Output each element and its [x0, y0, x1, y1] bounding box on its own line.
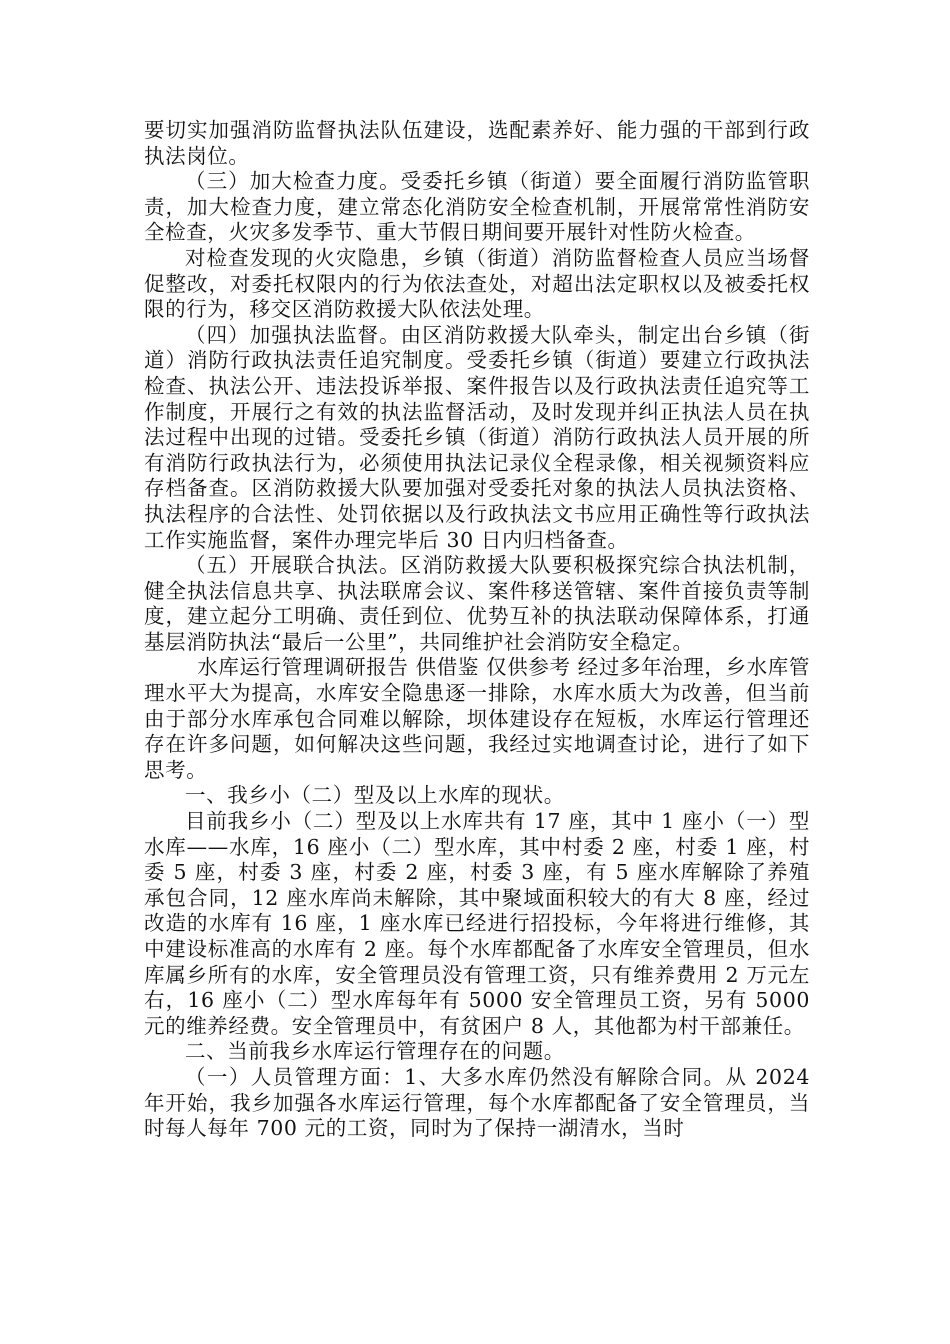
paragraph-personnel-management: （一）人员管理方面：1、大多水库仍然没有解除合同。从 2024 年开始，我乡加强各水库运行管理，每个水库都配备了安全管理员，当时每人每年 700 元的工资，同时为了保持一湖清水，当时	[144, 1064, 810, 1141]
paragraph-reservoir-report-intro: 水库运行管理调研报告 供借鉴 仅供参考 经过多年治理，乡水库管理水平大为提高，水库安全隐患逐一排除，水库水质大为改善，但当前由于部分水库承包合同难以解除，坝体建设存在短板，水库运行管理还存在许多问题，如何解决这些问题，我经过实地调查讨论，进行了如下思考。	[144, 655, 810, 782]
section-heading-current-status: 一、我乡小（二）型及以上水库的现状。	[185, 783, 565, 808]
paragraph-reservoir-status: 目前我乡小（二）型及以上水库共有 17 座，其中 1 座小（一）型水库——水库，16 座小（二）型水库，其中村委 2 座，村委 1 座，村委 5 座，村委 3 座，村委 2 座，村委 3 座，有 5 座水库解除了养殖承包合同，12 座水库尚未解除，其中聚域面积较大的有大 8 座，经过改造的水库有 16 座，1 座水库已经进行招投标，今年将进行维修，其中建设标准高的水库有 2 座。每个水库都配备了水库安全管理员，但水库属乡所有的水库，安全管理员没有管理工资，只有维养费用 2 万元左右，16 座小（二）型水库每年有 5000 安全管理员工资，另有 5000 元的维养经费。安全管理员中，有贫困户 8 人，其他都为村干部兼任。	[144, 809, 810, 1038]
paragraph-joint-enforcement: （五）开展联合执法。区消防救援大队要积极探究综合执法机制，健全执法信息共享、执法联席会议、案件移送管辖、案件首接负责等制度，建立起分工明确、责任到位、优势互补的执法联动保障体系，打通基层消防执法“最后一公里”，共同维护社会消防安全稳定。	[144, 553, 810, 654]
section-heading-problems: 二、当前我乡水库运行管理存在的问题。	[185, 1039, 565, 1064]
paragraph-team-building: 要切实加强消防监督执法队伍建设，选配素养好、能力强的干部到行政执法岗位。	[144, 118, 810, 168]
document-page	[144, 118, 810, 1142]
paragraph-inspection-strength: （三）加大检查力度。受委托乡镇（街道）要全面履行消防监管职责，加大检查力度，建立常态化消防安全检查机制，开展常常性消防安全检查，火灾多发季节、重大节假日期间要开展针对性防火检查。	[144, 169, 810, 245]
paragraph-enforcement-supervision: （四）加强执法监督。由区消防救援大队牵头，制定出台乡镇（街道）消防行政执法责任追究制度。受委托乡镇（街道）要建立行政执法检查、执法公开、违法投诉举报、案件报告以及行政执法责任追究等工作制度，开展行之有效的执法监督活动，及时发现并纠正执法人员在执法过程中出现的过错。受委托乡镇（街道）消防行政执法人员开展的所有消防行政执法行为，必须使用执法记录仪全程录像，相关视频资料应存档备查。区消防救援大队要加强对受委托对象的执法人员执法资格、执法程序的合法性、处罚依据以及行政执法文书应用正确性等行政执法工作实施监督，案件办理完毕后 30 日内归档备查。	[144, 322, 810, 552]
paragraph-hazard-handling: 对检查发现的火灾隐患，乡镇（街道）消防监督检查人员应当场督促整改，对委托权限内的行为依法查处，对超出法定职权以及被委托权限的行为，移交区消防救援大队依法处理。	[144, 245, 810, 322]
